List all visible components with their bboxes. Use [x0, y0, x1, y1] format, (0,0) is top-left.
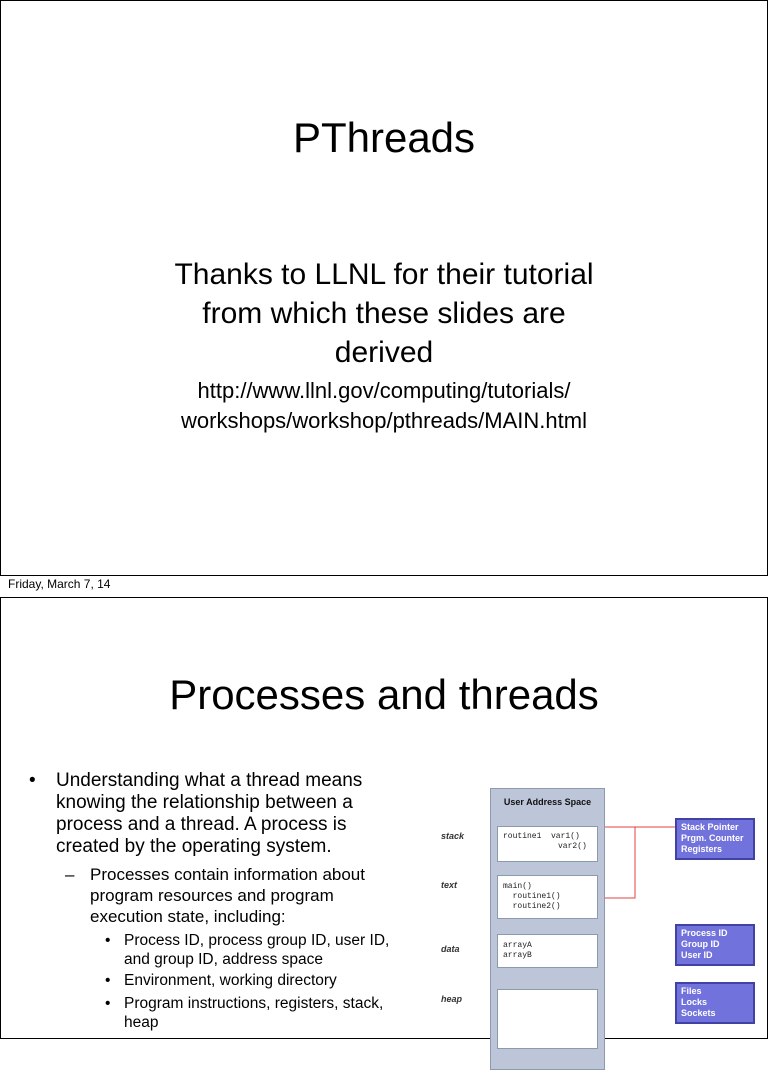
stack-var: var1()	[551, 832, 580, 841]
subtitle-line: derived	[334, 336, 434, 369]
bullet-line: Processes contain information about	[90, 865, 365, 884]
text-line: routine1()	[503, 892, 561, 901]
text-label: text	[441, 880, 458, 890]
bullet-line: process and a thread. A process is	[56, 814, 347, 835]
box-line: Group ID	[681, 939, 720, 949]
data-label: data	[441, 944, 460, 954]
data-line: arrayA	[503, 941, 532, 950]
stack-routine: routine1	[503, 832, 542, 841]
bullet-line: Process ID, process group ID, user ID,	[124, 932, 390, 949]
subtitle-line: Thanks to LLNL for their tutorial	[174, 258, 594, 291]
slide-footer-date: Friday, March 7, 14	[8, 577, 111, 591]
bullet-line: Understanding what a thread means	[56, 770, 363, 791]
bullet-level-3	[105, 971, 424, 990]
bullet-line: and group ID, address space	[124, 951, 324, 968]
process-id-box	[675, 924, 755, 966]
bullet-line: program resources and program	[90, 886, 334, 905]
slide-1-subtitle	[1, 255, 767, 372]
heap-segment	[497, 989, 598, 1049]
stack-segment	[497, 826, 598, 862]
bullet-level-3	[105, 994, 424, 1032]
data-line: arrayB	[503, 951, 532, 960]
bullet-line: execution state, including:	[90, 907, 286, 926]
bullet-line: knowing the relationship between a	[56, 792, 353, 813]
box-line: Stack Pointer	[681, 822, 739, 832]
text-line: main()	[503, 882, 532, 891]
box-line: Registers	[681, 844, 723, 854]
box-line: Process ID	[681, 928, 728, 938]
box-line: Files	[681, 986, 702, 996]
bullet-marker: •	[29, 770, 36, 791]
tutorial-url	[1, 376, 767, 436]
data-segment	[497, 934, 598, 968]
bullet-level-2	[65, 864, 420, 927]
bullet-level-1	[29, 770, 416, 858]
box-line: Prgm. Counter	[681, 833, 744, 843]
slide-2	[0, 597, 768, 1039]
slide-1-title: PThreads	[292, 114, 476, 161]
user-address-space	[490, 788, 605, 1070]
heap-label: heap	[441, 994, 463, 1004]
address-space-title: User Address Space	[503, 797, 592, 807]
box-line: Sockets	[681, 1008, 716, 1018]
process-diagram	[431, 758, 767, 1058]
bullet-marker: •	[105, 932, 111, 949]
bullet-marker: •	[105, 972, 111, 989]
text-segment	[497, 875, 598, 919]
stack-var: var2()	[558, 842, 587, 851]
bullet-line: heap	[124, 1014, 159, 1031]
bullet-line: Program instructions, registers, stack,	[124, 995, 384, 1012]
url-line: workshops/workshop/pthreads/MAIN.html	[181, 408, 587, 433]
bullet-marker: –	[65, 865, 75, 884]
bullet-line: Environment, working directory	[124, 972, 337, 989]
registers-box	[675, 818, 755, 860]
stack-label: stack	[441, 831, 465, 841]
bullet-marker: •	[105, 995, 111, 1012]
box-line: Locks	[681, 997, 708, 1007]
slide-2-title: Processes and threads	[169, 671, 599, 718]
box-line: User ID	[681, 950, 713, 960]
resources-box	[675, 982, 755, 1024]
bullet-level-3	[105, 931, 424, 969]
text-line: routine2()	[503, 902, 561, 911]
bullet-line: created by the operating system.	[56, 836, 332, 857]
url-line: http://www.llnl.gov/computing/tutorials/	[197, 378, 571, 403]
subtitle-line: from which these slides are	[202, 297, 566, 330]
